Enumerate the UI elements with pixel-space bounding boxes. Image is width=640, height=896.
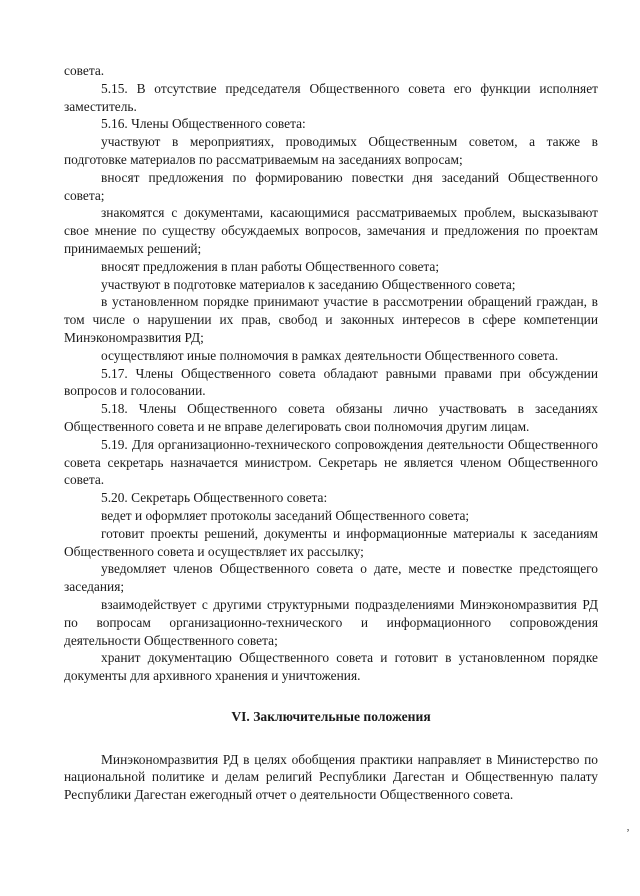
paragraph: 5.18. Члены Общественного совета обязаны лично участвовать в заседаниях Общественного совета и не вправе делегировать свои полномочия другим лицам.: [64, 401, 598, 434]
paragraph: 5.17. Члены Общественного совета обладают равными правами при обсуждении вопросов и голосовании.: [64, 365, 598, 399]
paragraph: 5.19. Для организационно-технического сопровождения деятельности Общественного совета секретарь назначается министром. Секретарь не является членом Общественного совета.: [64, 436, 598, 488]
paragraph: вносят предложения по формированию повестки дня заседаний Общественного совета;: [64, 169, 598, 203]
paragraph: готовит проекты решений, документы и информационные материалы к заседаниям Общественного совета и осуществляет их рассылку;: [64, 525, 598, 559]
paragraph: знакомятся с документами, касающимися рассматриваемых проблем, высказывают свое мнение по существу обсуждаемых вопросов, замечания и предложения по проектам принимаемых решений;: [64, 205, 598, 256]
paragraph: уведомляет членов Общественного совета о дате, месте и повестке предстоящего заседания;: [64, 561, 598, 595]
paragraph: участвуют в подготовке материалов к заседанию Общественного совета;: [101, 276, 516, 292]
paragraph-list: [64, 62, 598, 685]
document-body: [64, 62, 598, 804]
paragraph: в установленном порядке принимают участие в рассмотрении обращений граждан, в том числе о нарушении их прав, свобод и законных интересов в сфере компетенции Минэкономразвития РД;: [64, 294, 598, 345]
scan-mark: ʼ: [626, 826, 630, 840]
paragraph: 5.16. Члены Общественного совета:: [101, 116, 306, 132]
paragraph: участвуют в мероприятиях, проводимых Общественным советом, а также в подготовке материалов по рассматриваемым на заседаниях вопросам;: [64, 134, 598, 167]
paragraph: взаимодействует с другими структурными подразделениями Минэкономразвития РД по вопросам организационно-технического и информационного сопровождения деятельности Общественного совета;: [64, 596, 598, 648]
paragraph: ведет и оформляет протоколы заседаний Общественного совета;: [101, 507, 470, 523]
paragraph: 5.20. Секретарь Общественного совета:: [101, 490, 328, 506]
final-paragraph: Минэкономразвития РД в целях обобщения практики направляет в Министерство по национальной политике и делам религий Республики Дагестан и Общественную палату Республики Дагестан ежегодный отчет о деятельности Общественного совета.: [64, 751, 598, 803]
paragraph: осуществляют иные полномочия в рамках деятельности Общественного совета.: [101, 347, 559, 363]
paragraph: совета.: [64, 63, 105, 78]
paragraph: хранит документацию Общественного совета и готовит в установленном порядке документы для архивного хранения и уничтожения.: [64, 650, 598, 684]
paragraph: вносят предложения в план работы Общественного совета;: [101, 258, 440, 274]
section-heading: VI. Заключительные положения: [231, 708, 431, 724]
paragraph: 5.15. В отсутствие председателя Общественного совета его функции исполняет заместитель.: [64, 80, 598, 114]
